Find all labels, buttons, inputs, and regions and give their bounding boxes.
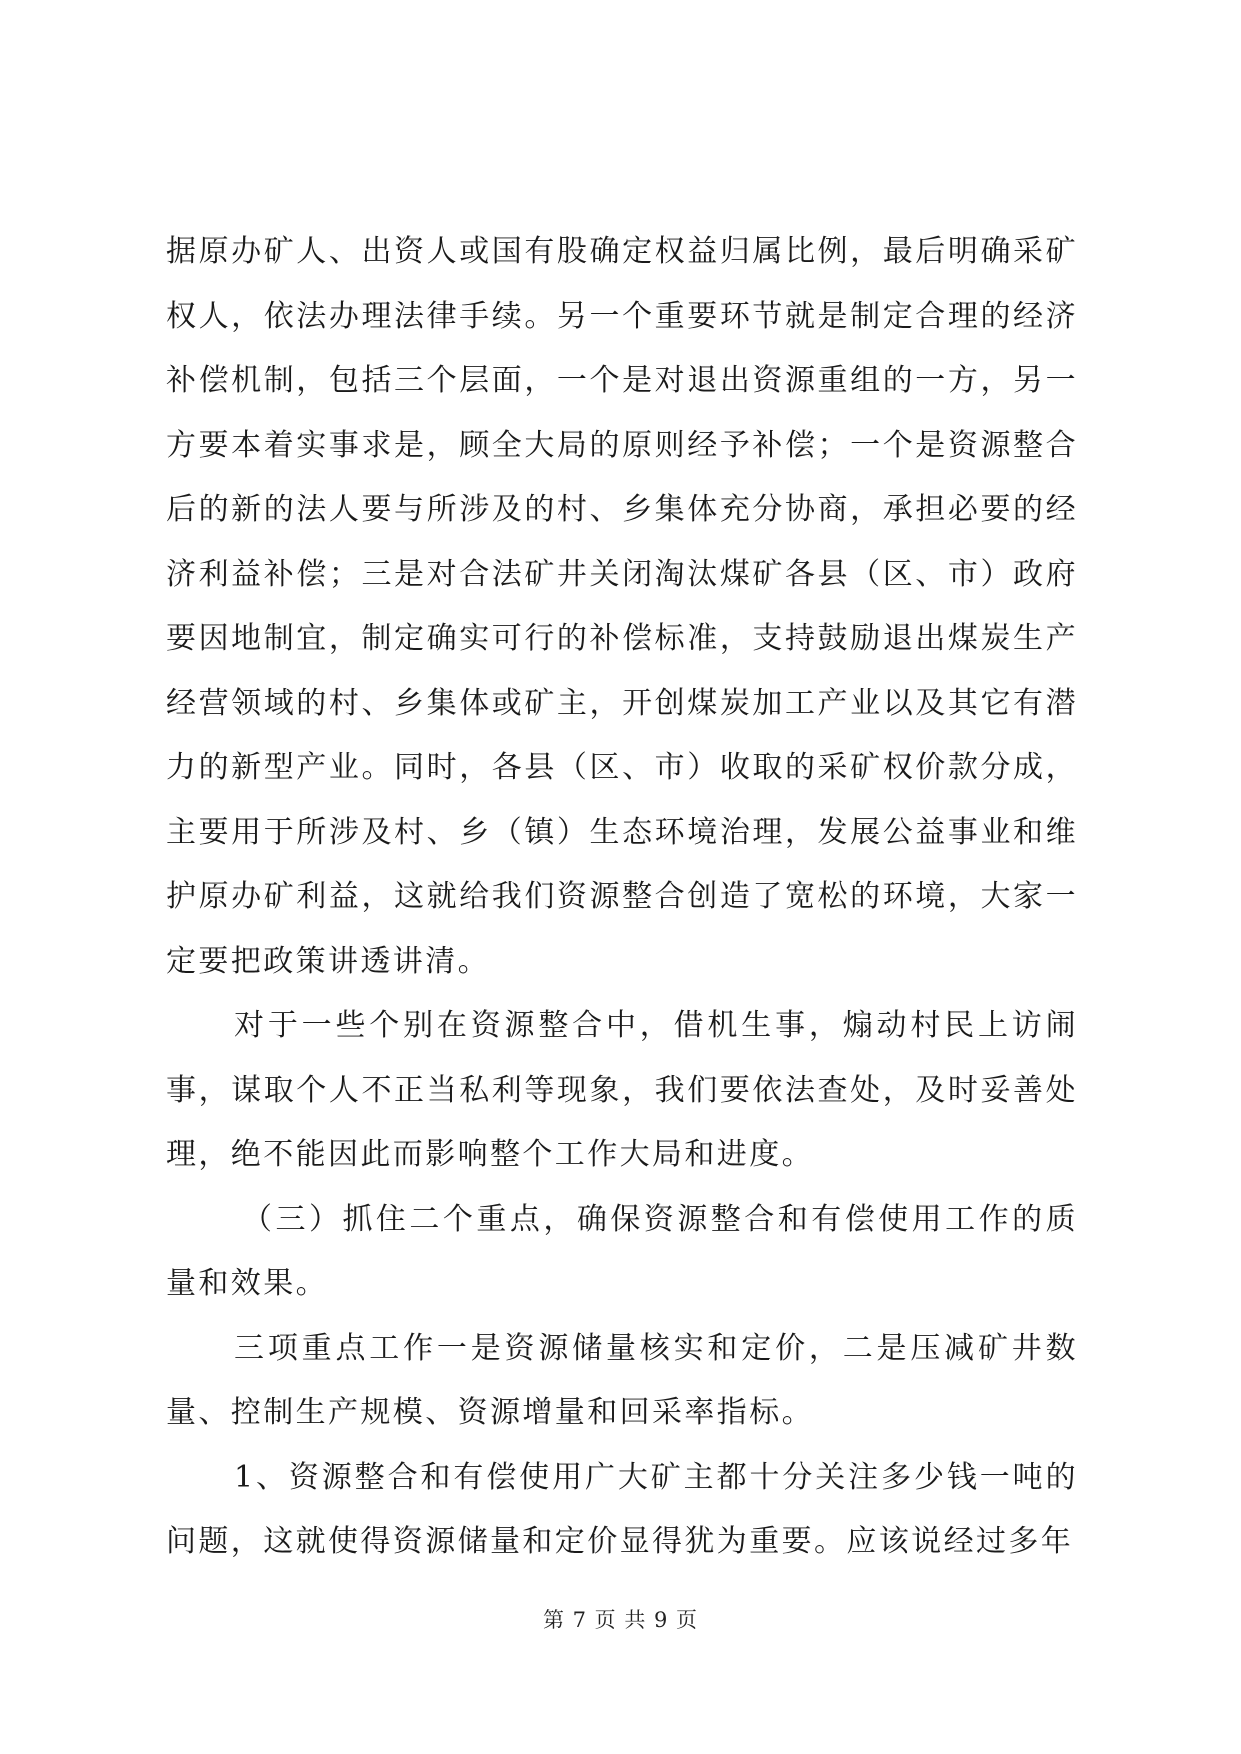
paragraph-4: 三项重点工作一是资源储量核实和定价，二是压减矿井数量、控制生产规模、资源增量和回采率指标。	[166, 1330, 1078, 1430]
paragraph-2: 对于一些个别在资源整合中，借机生事，煽动村民上访闹事，谋取个人不正当私利等现象，我们要依法查处，及时妥善处理，绝不能因此而影响整个工作大局和进度。	[166, 1008, 1078, 1172]
page-number-footer: 第 7 页 共 9 页	[542, 1608, 699, 1632]
document-body	[166, 220, 1078, 1575]
paragraph-1: 据原办矿人、出资人或国有股确定权益归属比例，最后明确采矿权人，依法办理法律手续。另一个重要环节就是制定合理的经济补偿机制，包括三个层面，一个是对退出资源重组的一方，另一方要本着实事求是，顾全大局的原则经予补偿；一个是资源整合后的新的法人要与所涉及的村、乡集体充分协商，承担必要的经济利益补偿；三是对合法矿井关闭淘汰煤矿各县（区、市）政府要因地制宜，制定确实可行的补偿标准，支持鼓励退出煤炭生产经营领域的村、乡集体或矿主，开创煤炭加工产业以及其它有潜力的新型产业。同时，各县（区、市）收取的采矿权价款分成，主要用于所涉及村、乡（镇）生态环境治理，发展公益事业和维护原办矿利益，这就给我们资源整合创造了宽松的环境，大家一定要把政策讲透讲清。	[166, 234, 1078, 979]
paragraph-5: 1、资源整合和有偿使用广大矿主都十分关注多少钱一吨的问题，这就使得资源储量和定价显得犹为重要。应该说经过多年	[166, 1459, 1078, 1559]
paragraph-3-heading: （三）抓住二个重点，确保资源整合和有偿使用工作的质量和效果。	[166, 1201, 1078, 1301]
